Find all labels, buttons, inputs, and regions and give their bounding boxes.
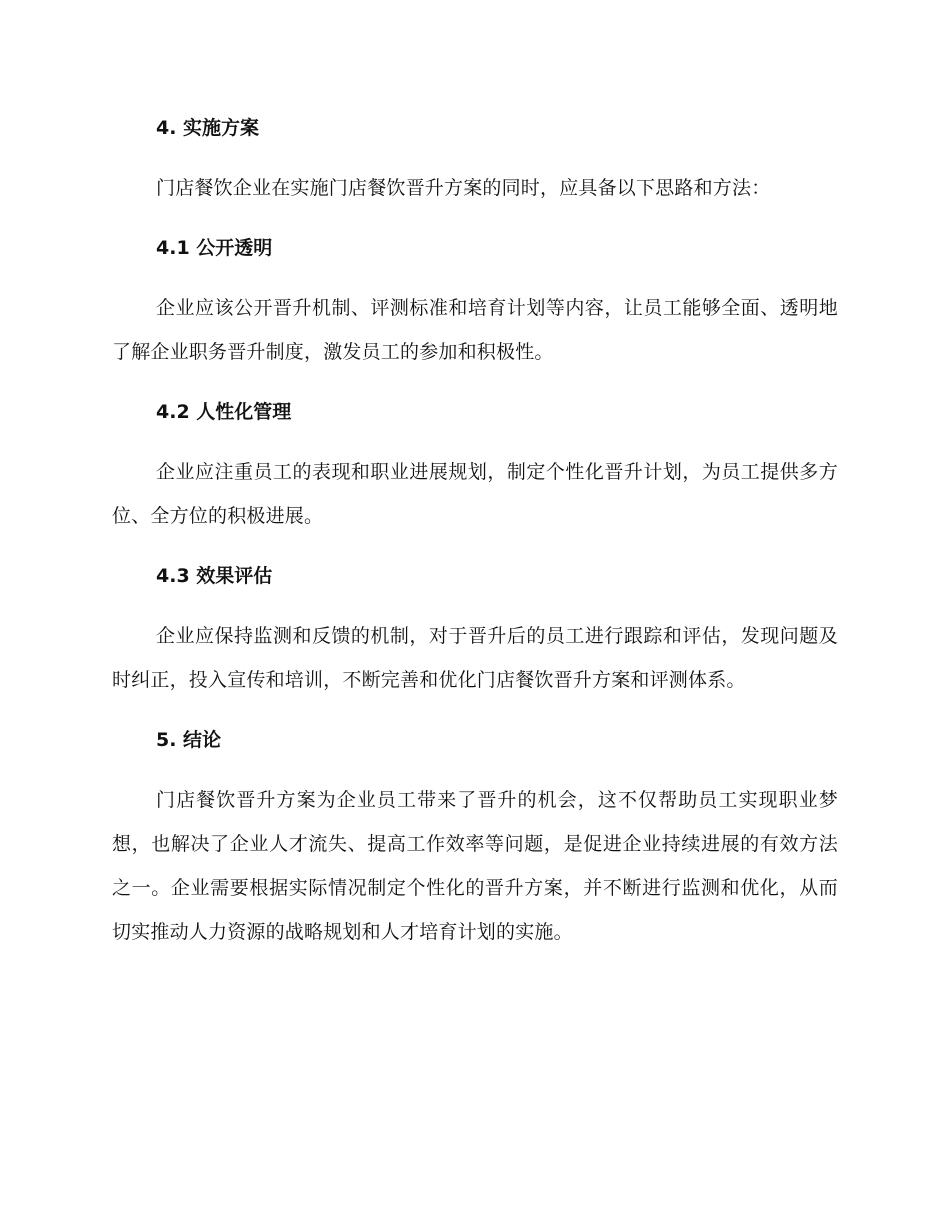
section-heading-conclusion: 5. 结论 [156,729,222,751]
section-paragraph-conclusion: 门店餐饮晋升方案为企业员工带来了晋升的机会，这不仅帮助员工实现职业梦想，也解决了企业人才流失、提高工作效率等问题，是促进企业持续进展的有效方法之一。企业需要根据实际情况制定个性化的晋升方案，并不断进行监测和优化，从而切实推动人力资源的战略规划和人才培育计划的实施。 [112,789,838,943]
section-heading-evaluation: 4.3 效果评估 [156,565,273,587]
section-paragraph-transparency: 企业应该公开晋升机制、评测标准和培育计划等内容，让员工能够全面、透明地了解企业职务晋升制度，激发员工的参加和积极性。 [112,297,838,363]
section-paragraph-implementation: 门店餐饮企业在实施门店餐饮晋升方案的同时，应具备以下思路和方法： [156,177,771,199]
section-paragraph-humanized-management: 企业应注重员工的表现和职业进展规划，制定个性化晋升计划，为员工提供多方位、全方位的积极进展。 [112,461,838,527]
section-heading-implementation: 4. 实施方案 [156,117,260,139]
section-paragraph-evaluation: 企业应保持监测和反馈的机制，对于晋升后的员工进行跟踪和评估，发现问题及时纠正，投入宣传和培训，不断完善和优化门店餐饮晋升方案和评测体系。 [112,625,838,691]
section-heading-transparency: 4.1 公开透明 [156,237,273,259]
section-heading-humanized-management: 4.2 人性化管理 [156,401,292,423]
